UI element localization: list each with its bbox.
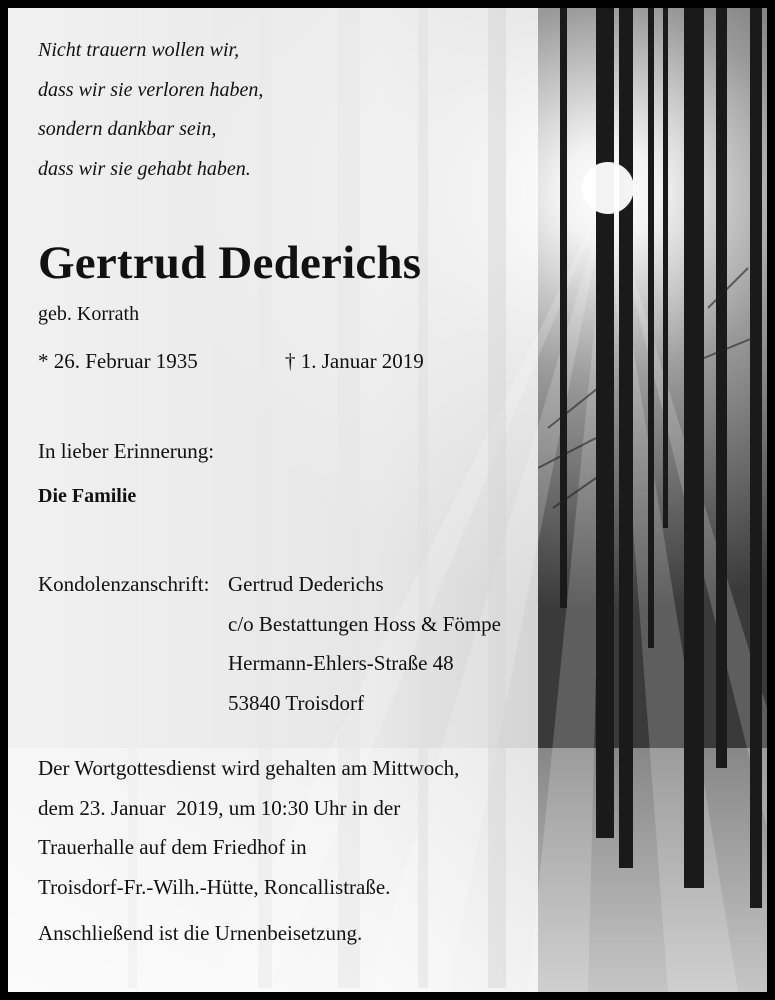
- service-line: Troisdorf-Fr.-Wilh.-Hütte, Roncallistraße.: [38, 874, 391, 899]
- memory-label: In lieber Erinnerung:: [38, 439, 215, 463]
- death-date: † 1. Januar 2019: [285, 349, 424, 373]
- address-line: Hermann-Ehlers-Straße 48: [228, 651, 454, 675]
- poem-line: Nicht trauern wollen wir,: [38, 39, 240, 61]
- deceased-name: Gertrud Dederichs: [38, 237, 422, 289]
- address-line: c/o Bestattungen Hoss & Fömpe: [228, 611, 501, 636]
- poem-line: dass wir sie gehabt haben.: [38, 157, 251, 180]
- birth-name: geb. Korrath: [38, 303, 140, 325]
- service-line: dem 23. Januar 2019, um 10:30 Uhr in der: [38, 795, 401, 820]
- poem-line: sondern dankbar sein,: [38, 118, 217, 140]
- service-line: Der Wortgottesdienst wird gehalten am Mittwoch,: [38, 756, 460, 780]
- poem: [38, 40, 263, 198]
- condolence-label: Kondolenzanschrift:: [38, 572, 210, 596]
- poem-line: dass wir sie verloren haben,: [38, 78, 264, 101]
- family-signature: Die Familie: [38, 485, 137, 507]
- address-line: Gertrud Dederichs: [228, 572, 384, 596]
- condolence-address: [228, 574, 501, 732]
- address-line: 53840 Troisdorf: [228, 690, 364, 715]
- birth-date: * 26. Februar 1935: [38, 349, 198, 373]
- closing-note: Anschließend ist die Urnenbeisetzung.: [38, 921, 363, 945]
- service-line: Trauerhalle auf dem Friedhof in: [38, 835, 307, 859]
- service-notice: [38, 758, 459, 916]
